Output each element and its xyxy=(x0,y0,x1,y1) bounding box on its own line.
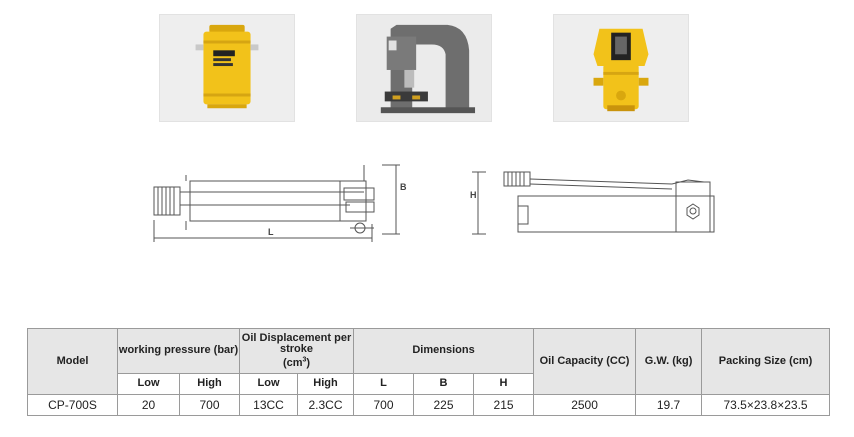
dimension-l-label: L xyxy=(268,227,274,237)
header-working-pressure: working pressure (bar) xyxy=(118,329,240,374)
spec-table xyxy=(27,328,830,416)
product-image-punch[interactable] xyxy=(356,14,492,122)
subheader-dimension-h: H xyxy=(474,374,534,395)
cell-packing-size: 73.5×23.8×23.5 xyxy=(702,395,830,416)
cell-pressure-low: 20 xyxy=(118,395,180,416)
cell-dimension-h: 215 xyxy=(474,395,534,416)
hydraulic-punching-press-icon xyxy=(357,15,491,121)
hydraulic-cylinder-icon xyxy=(160,15,294,121)
header-oil-displacement-unit: $(cm^3)$ xyxy=(282,355,311,369)
product-image-crimper[interactable] xyxy=(553,14,689,122)
cell-pressure-high: 700 xyxy=(180,395,240,416)
header-oil-displacement-text: Oil Displacement per stroke xyxy=(241,331,352,356)
cell-dimension-l: 700 xyxy=(354,395,414,416)
table-row xyxy=(28,395,830,416)
subheader-dimension-b: B xyxy=(414,374,474,395)
dimension-h-label: H xyxy=(470,190,477,200)
pump-side-view-drawing xyxy=(466,162,736,244)
header-model: Model xyxy=(28,329,118,395)
cell-displacement-high: 2.3CC xyxy=(298,395,354,416)
header-dimensions: Dimensions xyxy=(354,329,534,374)
subheader-displacement-high: High xyxy=(298,374,354,395)
subheader-dimension-l: L xyxy=(354,374,414,395)
header-packing-size: Packing Size (cm) xyxy=(702,329,830,395)
cell-gw: 19.7 xyxy=(636,395,702,416)
header-gw: G.W. (kg) xyxy=(636,329,702,395)
cell-displacement-low: 13CC xyxy=(240,395,298,416)
subheader-pressure-high: High xyxy=(180,374,240,395)
product-image-cylinder[interactable] xyxy=(159,14,295,122)
header-oil-displacement xyxy=(240,329,354,374)
cell-oil-capacity: 2500 xyxy=(534,395,636,416)
pump-top-view-drawing xyxy=(150,160,420,270)
subheader-displacement-low: Low xyxy=(240,374,298,395)
dimension-b-label: B xyxy=(400,182,407,192)
hydraulic-crimping-head-icon xyxy=(554,15,688,121)
cell-model: CP-700S xyxy=(28,395,118,416)
cell-dimension-b: 225 xyxy=(414,395,474,416)
header-oil-capacity: Oil Capacity (CC) xyxy=(534,329,636,395)
subheader-pressure-low: Low xyxy=(118,374,180,395)
